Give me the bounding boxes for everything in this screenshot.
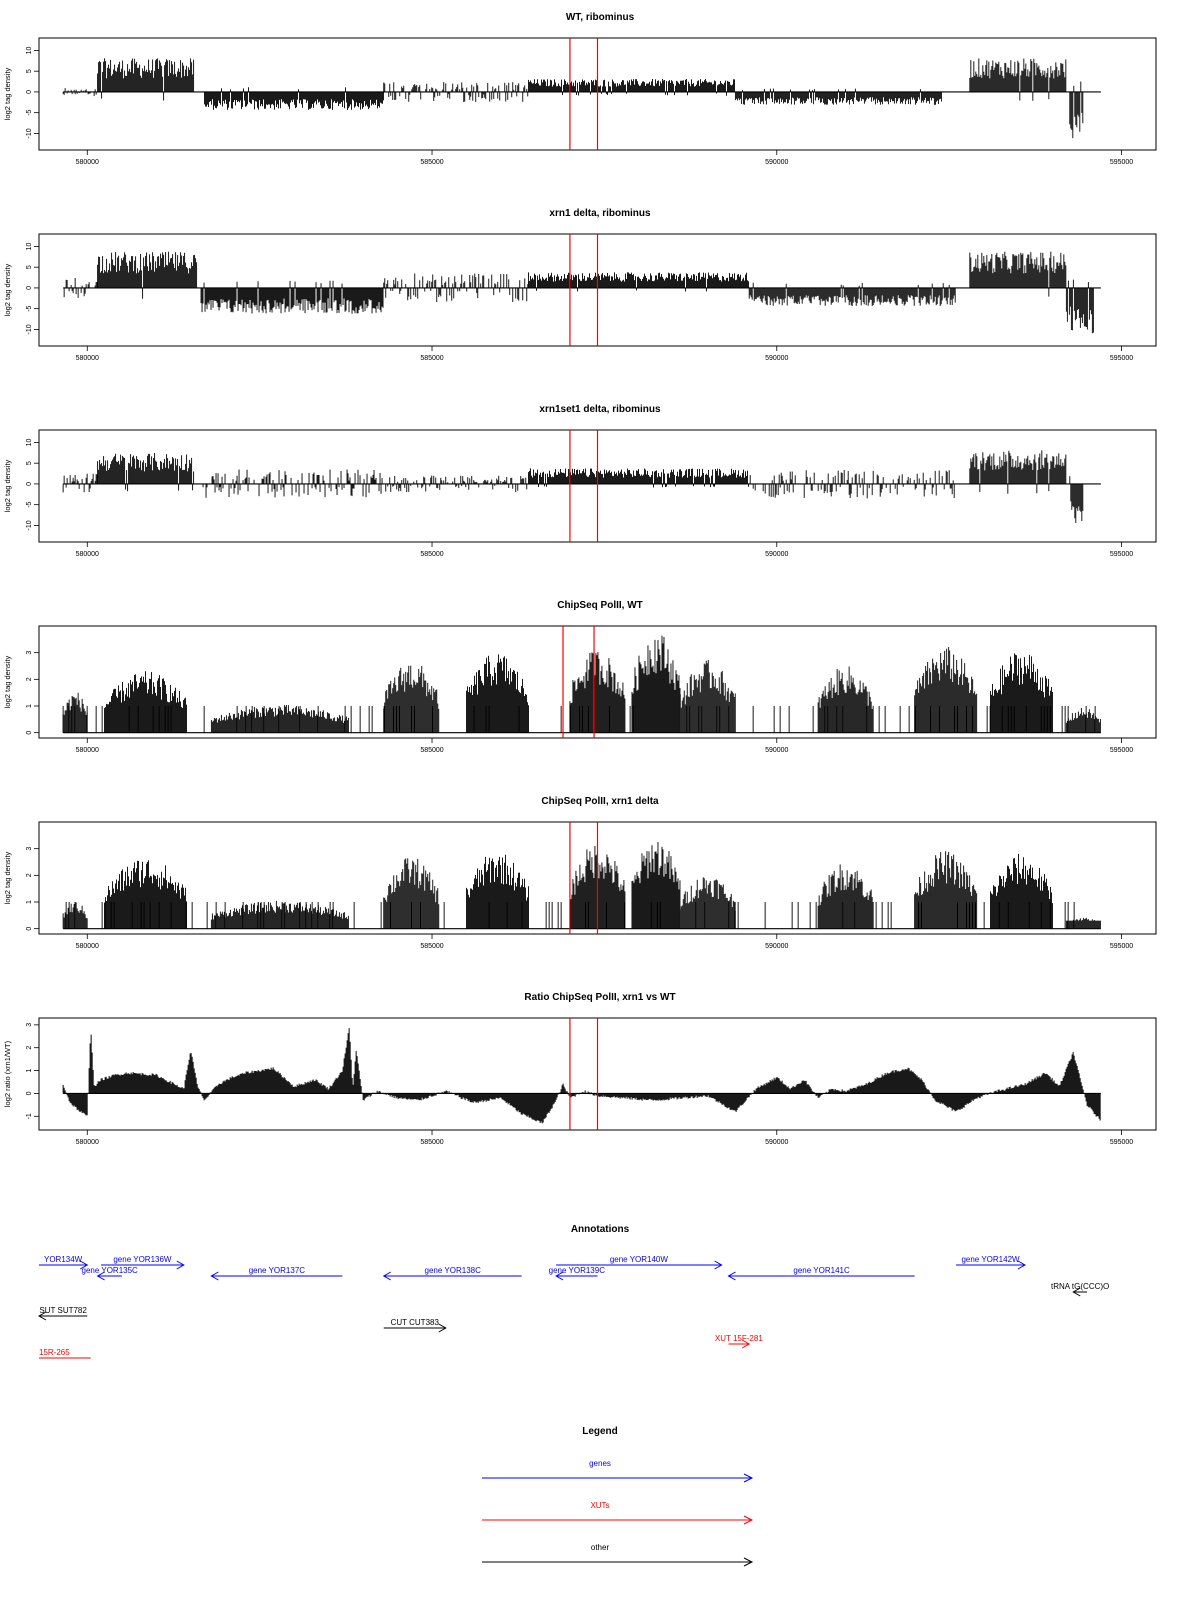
x-tick-label: 580000 (75, 355, 99, 362)
data-bars (63, 1028, 1101, 1123)
panel-title: xrn1set1 delta, ribominus (539, 404, 661, 415)
y-axis-label: log2 tag density (3, 67, 12, 121)
panel-4 (3, 600, 1156, 754)
x-tick-label: 590000 (765, 355, 789, 362)
x-tick-label: 580000 (75, 1139, 99, 1146)
y-tick-label: 3 (26, 1022, 33, 1027)
y-tick-label: -5 (26, 501, 33, 508)
panel-1 (3, 12, 1156, 166)
x-tick-label: 595000 (1109, 1139, 1134, 1146)
y-tick-label: 5 (26, 461, 33, 466)
y-tick-label: -10 (26, 128, 33, 139)
panel-3 (3, 404, 1156, 558)
y-tick-label: 1 (26, 1068, 33, 1073)
x-tick-label: 590000 (765, 551, 789, 558)
panel-2 (3, 208, 1156, 362)
y-tick-label: 0 (26, 481, 33, 486)
x-tick-label: 585000 (420, 159, 444, 166)
panel-title: xrn1 delta, ribominus (549, 208, 651, 219)
y-tick-label: 3 (26, 650, 33, 655)
panel-6 (3, 992, 1156, 1146)
panel-title: WT, ribominus (565, 12, 635, 23)
x-tick-label: 595000 (1109, 159, 1134, 166)
x-tick-label: 590000 (765, 747, 789, 754)
data-bars (63, 636, 1101, 733)
y-tick-label: 1 (26, 704, 33, 708)
y-axis-label: log2 tag density (3, 459, 12, 513)
y-tick-label: -1 (26, 1113, 33, 1120)
panel-5 (3, 796, 1156, 950)
data-bars (63, 842, 1101, 929)
data-bars (63, 450, 1101, 523)
x-tick-label: 595000 (1109, 355, 1134, 362)
x-tick-label: 595000 (1109, 551, 1134, 558)
y-tick-label: 10 (26, 242, 33, 251)
y-tick-label: 0 (26, 926, 33, 931)
y-tick-label: 0 (26, 285, 33, 290)
y-axis-label: log2 tag density (3, 655, 12, 709)
y-tick-label: 10 (26, 438, 33, 447)
y-tick-label: 10 (26, 46, 33, 55)
y-tick-label: 2 (26, 1045, 33, 1050)
y-tick-label: 3 (26, 846, 33, 851)
x-tick-label: 595000 (1109, 747, 1134, 754)
x-tick-label: 590000 (765, 1139, 789, 1146)
y-tick-label: -10 (26, 520, 33, 531)
y-tick-label: 5 (26, 69, 33, 74)
x-tick-label: 595000 (1109, 943, 1134, 950)
x-tick-label: 590000 (765, 159, 789, 166)
y-axis-label: log2 tag density (3, 851, 12, 905)
y-tick-label: -10 (26, 324, 33, 335)
y-tick-label: 1 (26, 900, 33, 904)
panel-title: ChipSeq PolII, WT (557, 600, 643, 611)
y-tick-label: 0 (26, 1091, 33, 1096)
y-tick-label: 2 (26, 873, 33, 878)
y-axis-label: log2 ratio (xrn1/WT) (3, 1040, 12, 1108)
data-bars (63, 58, 1101, 138)
y-tick-label: 2 (26, 677, 33, 682)
y-tick-label: 5 (26, 265, 33, 270)
y-tick-label: 0 (26, 89, 33, 94)
y-axis-label: log2 tag density (3, 263, 12, 317)
x-tick-label: 585000 (420, 943, 444, 950)
x-tick-label: 585000 (420, 747, 444, 754)
data-bars (63, 252, 1101, 334)
panel-title: ChipSeq PolII, xrn1 delta (541, 796, 659, 807)
x-tick-label: 580000 (75, 747, 99, 754)
x-tick-label: 585000 (420, 355, 444, 362)
x-tick-label: 585000 (420, 1139, 444, 1146)
y-tick-label: 0 (26, 730, 33, 735)
y-tick-label: -5 (26, 305, 33, 312)
x-tick-label: 580000 (75, 159, 99, 166)
y-tick-label: -5 (26, 109, 33, 116)
x-tick-label: 580000 (75, 551, 99, 558)
x-tick-label: 580000 (75, 943, 99, 950)
x-tick-label: 590000 (765, 943, 789, 950)
panel-title: Ratio ChipSeq PolII, xrn1 vs WT (524, 992, 676, 1003)
x-tick-label: 585000 (420, 551, 444, 558)
